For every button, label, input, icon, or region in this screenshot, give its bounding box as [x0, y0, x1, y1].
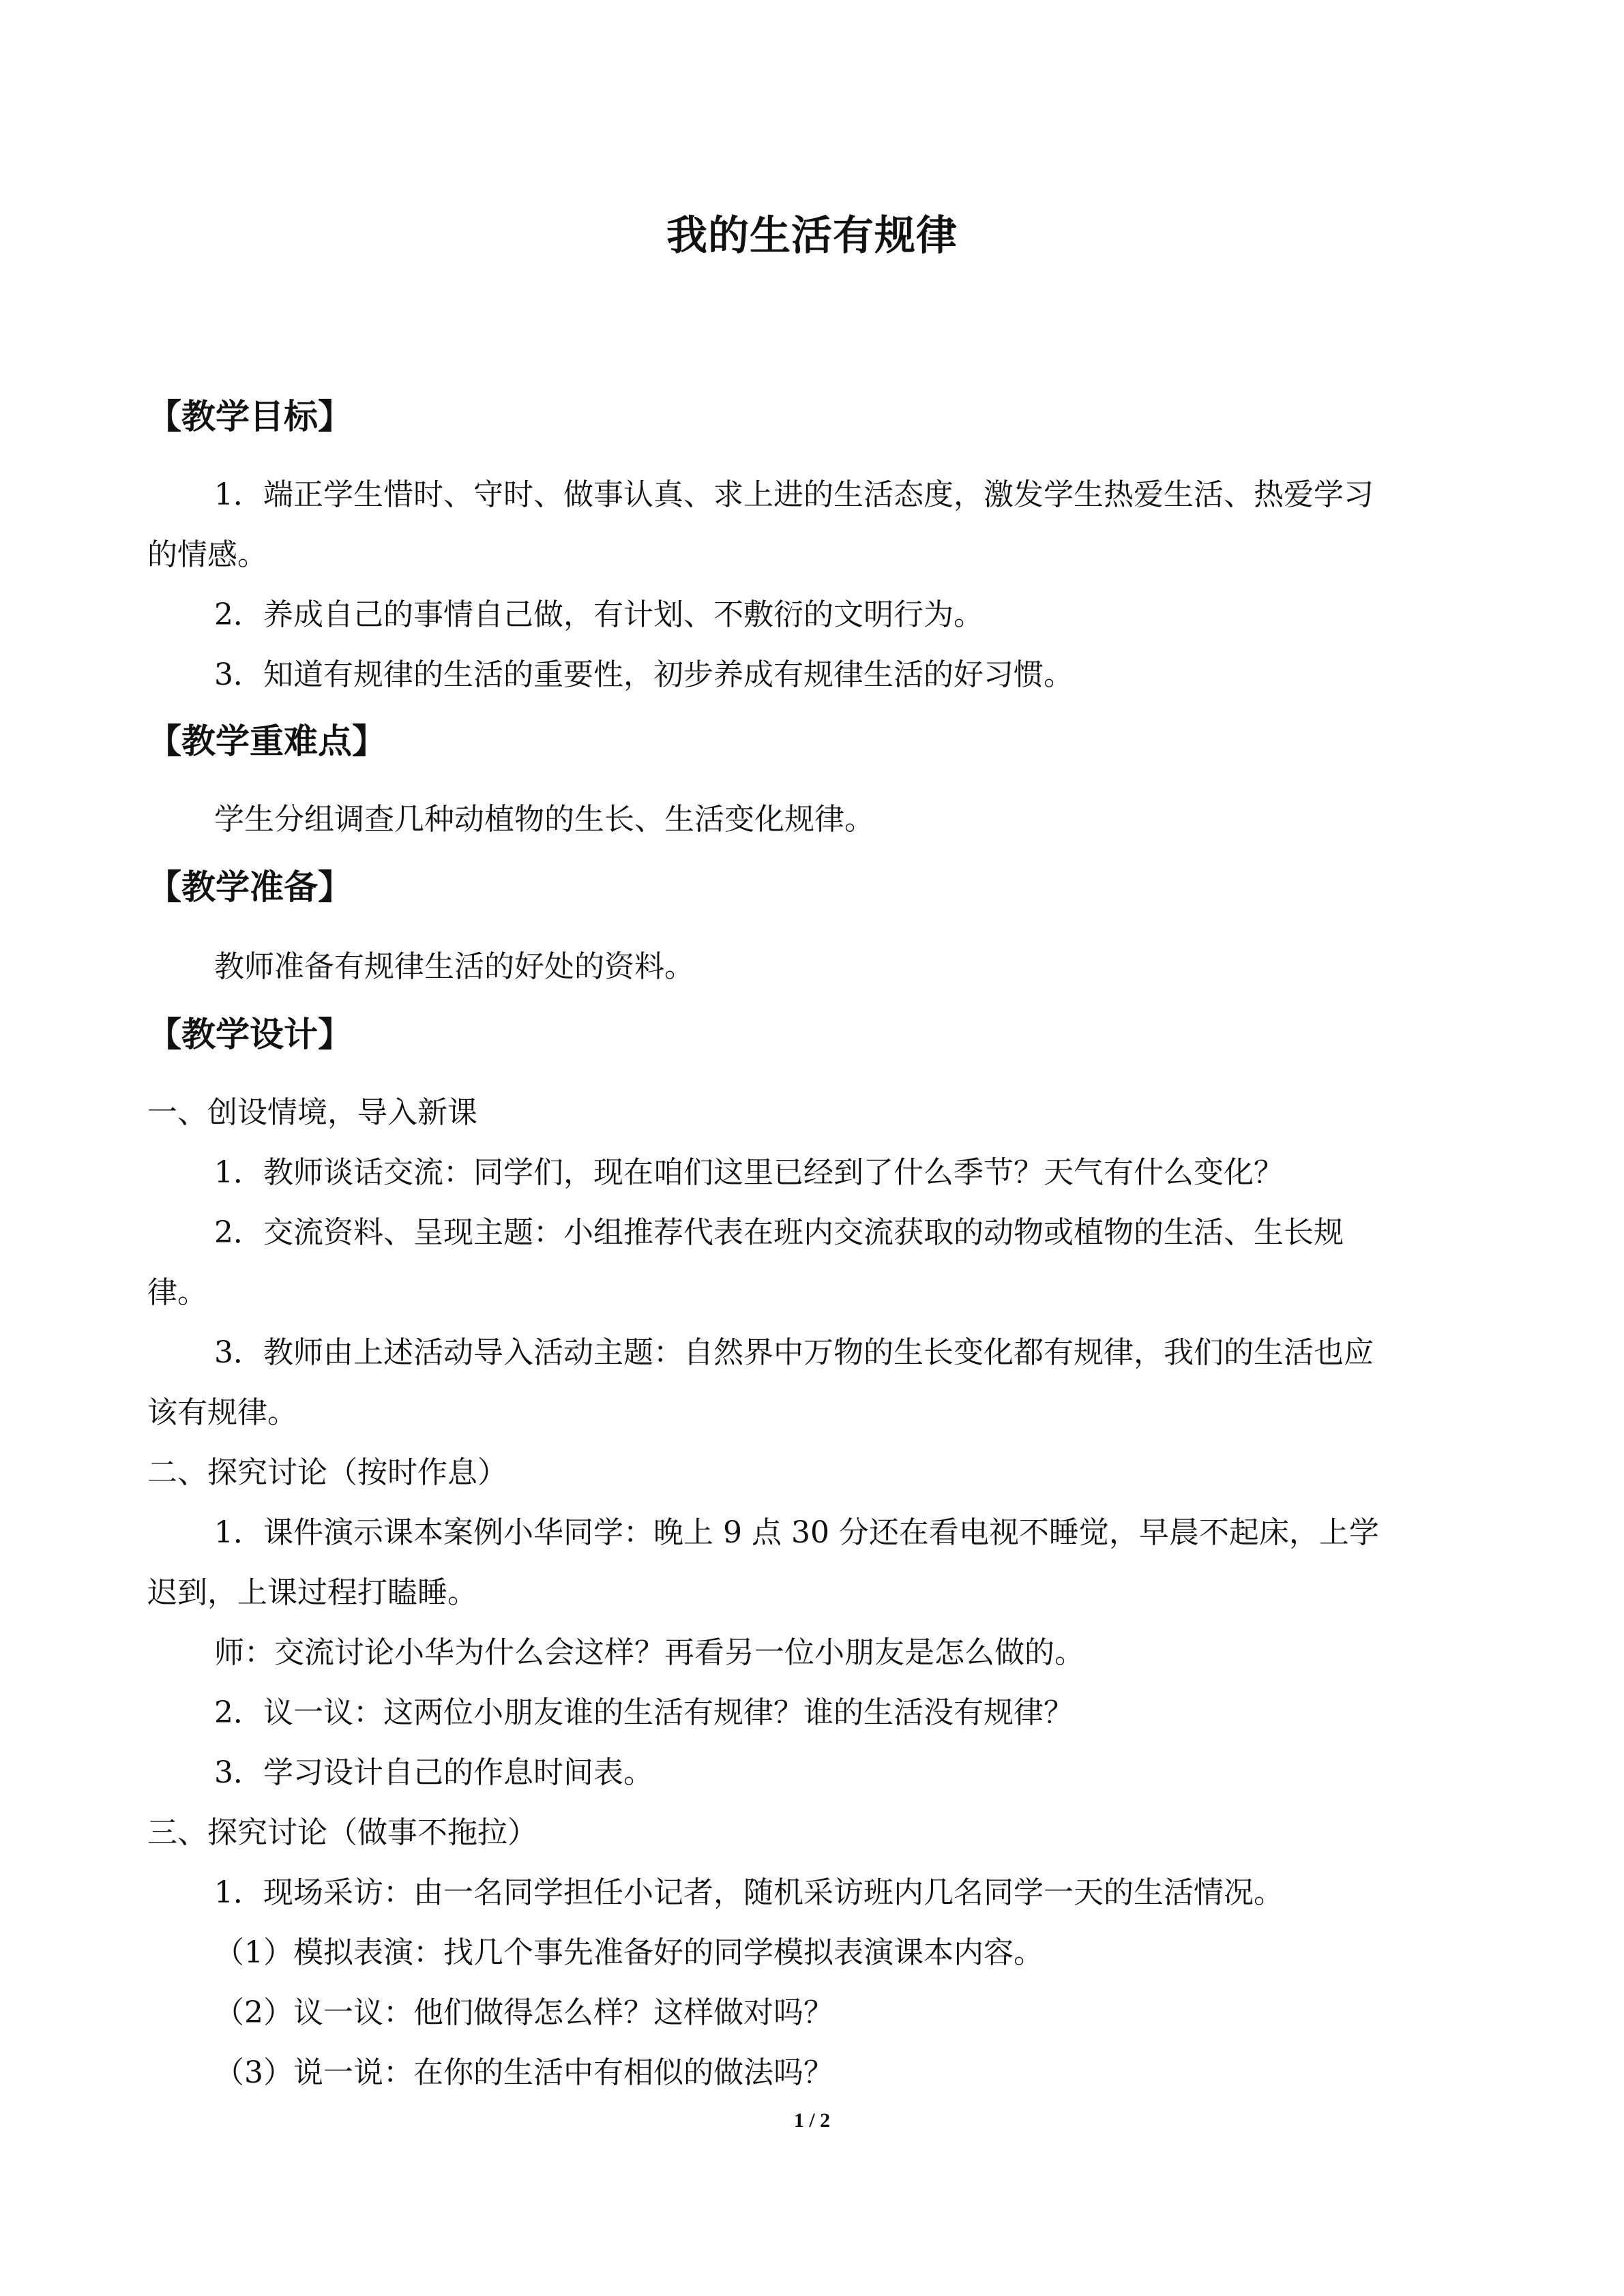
design-line: 1．现场采访：由一名同学担任小记者，随机采访班内几名同学一天的生活情况。: [214, 1875, 1284, 1910]
design-part-3-heading: 三、探究讨论（做事不拖拉）: [147, 1815, 537, 1850]
keypoints-text: 学生分组调查几种动植物的生长、生活变化规律。: [214, 802, 874, 837]
design-line: 律。: [147, 1275, 207, 1310]
design-line: 该有规律。: [147, 1395, 297, 1430]
goal-item-1-continued: 的情感。: [147, 537, 267, 572]
section-heading-keypoints: 【教学重难点】: [147, 721, 386, 761]
design-line: 2．议一议：这两位小朋友谁的生活有规律？谁的生活没有规律？: [214, 1695, 1074, 1730]
goal-item-2: 2．养成自己的事情自己做，有计划、不敷衍的文明行为。: [214, 597, 984, 632]
design-line: 1．课件演示课本案例小华同学：晚上 9 点 30 分还在看电视不睡觉，早晨不起床，上学: [214, 1515, 1379, 1550]
design-line: 2．交流资料、呈现主题：小组推荐代表在班内交流获取的动物或植物的生活、生长规: [214, 1215, 1344, 1250]
design-part-2-heading: 二、探究讨论（按时作息）: [147, 1455, 507, 1490]
goal-item-1: 1．端正学生惜时、守时、做事认真、求上进的生活态度，激发学生热爱生活、热爱学习: [214, 477, 1374, 512]
page-number: 1 / 2: [793, 2109, 831, 2132]
design-line: （3）说一说：在你的生活中有相似的做法吗？: [214, 2055, 833, 2090]
design-line: 3．教师由上述活动导入活动主题：自然界中万物的生长变化都有规律，我们的生活也应: [214, 1335, 1374, 1370]
section-heading-goals: 【教学目标】: [147, 397, 352, 436]
design-line: 3．学习设计自己的作息时间表。: [214, 1755, 653, 1790]
goal-item-3: 3．知道有规律的生活的重要性，初步养成有规律生活的好习惯。: [214, 657, 1074, 692]
design-line: 迟到，上课过程打瞌睡。: [147, 1575, 477, 1610]
design-line: （2）议一议：他们做得怎么样？这样做对吗？: [214, 1995, 833, 2030]
document-title: 我的生活有规律: [666, 212, 958, 260]
design-line: 1．教师谈话交流：同学们，现在咱们这里已经到了什么季节？天气有什么变化？: [214, 1155, 1284, 1190]
section-heading-design: 【教学设计】: [147, 1015, 352, 1054]
design-line: 师：交流讨论小华为什么会这样？再看另一位小朋友是怎么做的。: [214, 1635, 1084, 1670]
section-heading-preparation: 【教学准备】: [147, 867, 352, 907]
design-part-1-heading: 一、创设情境，导入新课: [147, 1095, 477, 1130]
design-line: （1）模拟表演：找几个事先准备好的同学模拟表演课本内容。: [214, 1935, 1044, 1970]
preparation-text: 教师准备有规律生活的好处的资料。: [214, 949, 694, 984]
